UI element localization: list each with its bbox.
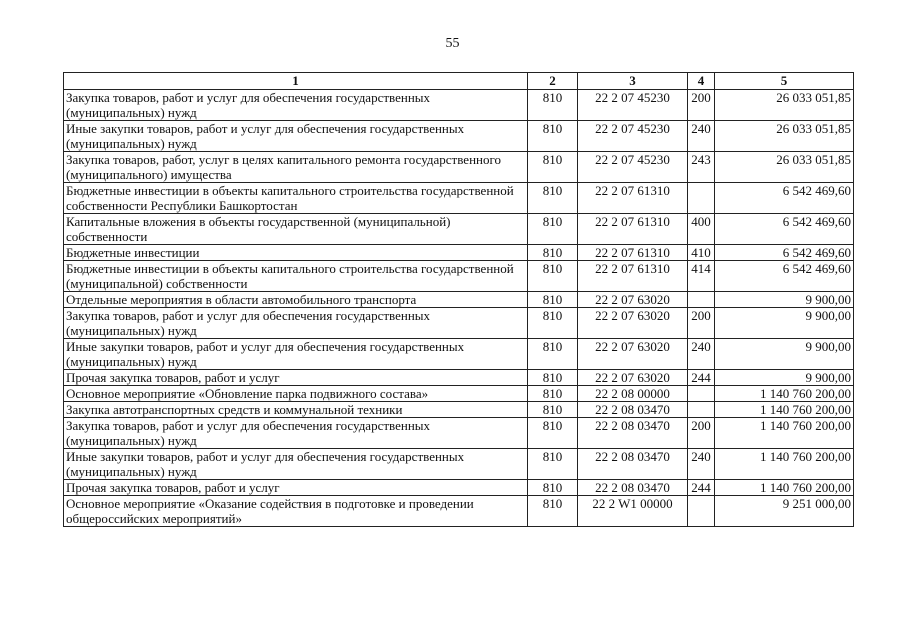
row-type bbox=[688, 292, 715, 308]
row-code: 810 bbox=[528, 261, 578, 292]
row-type: 240 bbox=[688, 339, 715, 370]
table-row bbox=[64, 370, 854, 386]
row-code: 810 bbox=[528, 496, 578, 527]
row-code: 810 bbox=[528, 90, 578, 121]
row-name: Закупка товаров, работ и услуг для обеспечения государственных (муниципальных) нужд bbox=[64, 90, 528, 121]
row-amount: 1 140 760 200,00 bbox=[715, 480, 854, 496]
row-article: 22 2 07 45230 bbox=[578, 90, 688, 121]
row-article: 22 2 08 03470 bbox=[578, 480, 688, 496]
row-type: 200 bbox=[688, 418, 715, 449]
row-article: 22 2 07 63020 bbox=[578, 339, 688, 370]
table-row bbox=[64, 261, 854, 292]
row-amount: 1 140 760 200,00 bbox=[715, 386, 854, 402]
row-amount: 6 542 469,60 bbox=[715, 183, 854, 214]
row-name: Иные закупки товаров, работ и услуг для обеспечения государственных (муниципальных) нужд bbox=[64, 339, 528, 370]
table-row bbox=[64, 292, 854, 308]
row-name: Закупка товаров, работ, услуг в целях капитального ремонта государственного (муниципального) имущества bbox=[64, 152, 528, 183]
header-col-4: 4 bbox=[688, 73, 715, 90]
row-amount: 9 900,00 bbox=[715, 308, 854, 339]
row-code: 810 bbox=[528, 386, 578, 402]
row-code: 810 bbox=[528, 418, 578, 449]
row-code: 810 bbox=[528, 183, 578, 214]
row-code: 810 bbox=[528, 308, 578, 339]
row-amount: 9 251 000,00 bbox=[715, 496, 854, 527]
row-amount: 6 542 469,60 bbox=[715, 245, 854, 261]
row-article: 22 2 07 61310 bbox=[578, 245, 688, 261]
row-article: 22 2 07 63020 bbox=[578, 308, 688, 339]
header-col-1: 1 bbox=[64, 73, 528, 90]
row-code: 810 bbox=[528, 339, 578, 370]
header-col-2: 2 bbox=[528, 73, 578, 90]
table-row bbox=[64, 121, 854, 152]
row-article: 22 2 08 03470 bbox=[578, 402, 688, 418]
table-row bbox=[64, 152, 854, 183]
row-article: 22 2 08 00000 bbox=[578, 386, 688, 402]
row-code: 810 bbox=[528, 214, 578, 245]
row-type: 200 bbox=[688, 90, 715, 121]
table-row bbox=[64, 418, 854, 449]
row-name: Бюджетные инвестиции в объекты капитального строительства государственной собственности Республики Башкортостан bbox=[64, 183, 528, 214]
row-type: 244 bbox=[688, 370, 715, 386]
row-article: 22 2 08 03470 bbox=[578, 449, 688, 480]
row-type bbox=[688, 183, 715, 214]
row-name: Основное мероприятие «Обновление парка подвижного состава» bbox=[64, 386, 528, 402]
table-row bbox=[64, 214, 854, 245]
table-row bbox=[64, 308, 854, 339]
row-amount: 1 140 760 200,00 bbox=[715, 449, 854, 480]
row-article: 22 2 07 63020 bbox=[578, 370, 688, 386]
table-row bbox=[64, 90, 854, 121]
row-article: 22 2 08 03470 bbox=[578, 418, 688, 449]
row-article: 22 2 W1 00000 bbox=[578, 496, 688, 527]
row-amount: 26 033 051,85 bbox=[715, 90, 854, 121]
row-name: Закупка товаров, работ и услуг для обеспечения государственных (муниципальных) нужд bbox=[64, 308, 528, 339]
row-type bbox=[688, 386, 715, 402]
row-type bbox=[688, 496, 715, 527]
row-name: Бюджетные инвестиции в объекты капитального строительства государственной (муниципальной) собственности bbox=[64, 261, 528, 292]
table-row bbox=[64, 339, 854, 370]
row-article: 22 2 07 45230 bbox=[578, 152, 688, 183]
row-name: Капитальные вложения в объекты государственной (муниципальной) собственности bbox=[64, 214, 528, 245]
row-type: 400 bbox=[688, 214, 715, 245]
row-type: 244 bbox=[688, 480, 715, 496]
row-name: Иные закупки товаров, работ и услуг для обеспечения государственных (муниципальных) нужд bbox=[64, 121, 528, 152]
row-amount: 1 140 760 200,00 bbox=[715, 418, 854, 449]
row-code: 810 bbox=[528, 121, 578, 152]
row-amount: 6 542 469,60 bbox=[715, 261, 854, 292]
row-name: Бюджетные инвестиции bbox=[64, 245, 528, 261]
table-row bbox=[64, 386, 854, 402]
row-code: 810 bbox=[528, 480, 578, 496]
row-type: 240 bbox=[688, 449, 715, 480]
row-code: 810 bbox=[528, 449, 578, 480]
row-amount: 26 033 051,85 bbox=[715, 121, 854, 152]
table-row bbox=[64, 402, 854, 418]
row-amount: 6 542 469,60 bbox=[715, 214, 854, 245]
table-body bbox=[64, 90, 854, 527]
row-type: 200 bbox=[688, 308, 715, 339]
row-article: 22 2 07 45230 bbox=[578, 121, 688, 152]
row-code: 810 bbox=[528, 245, 578, 261]
row-name: Отдельные мероприятия в области автомобильного транспорта bbox=[64, 292, 528, 308]
row-name: Прочая закупка товаров, работ и услуг bbox=[64, 370, 528, 386]
row-amount: 9 900,00 bbox=[715, 339, 854, 370]
table-header-row bbox=[64, 73, 854, 90]
row-type: 243 bbox=[688, 152, 715, 183]
row-article: 22 2 07 61310 bbox=[578, 214, 688, 245]
row-name: Прочая закупка товаров, работ и услуг bbox=[64, 480, 528, 496]
row-amount: 9 900,00 bbox=[715, 370, 854, 386]
row-code: 810 bbox=[528, 370, 578, 386]
row-name: Закупка товаров, работ и услуг для обеспечения государственных (муниципальных) нужд bbox=[64, 418, 528, 449]
table-row bbox=[64, 480, 854, 496]
row-article: 22 2 07 61310 bbox=[578, 261, 688, 292]
header-col-5: 5 bbox=[715, 73, 854, 90]
row-name: Основное мероприятие «Оказание содействия в подготовке и проведении общероссийских мероприятий» bbox=[64, 496, 528, 527]
row-code: 810 bbox=[528, 152, 578, 183]
row-amount: 9 900,00 bbox=[715, 292, 854, 308]
table-row bbox=[64, 245, 854, 261]
row-amount: 1 140 760 200,00 bbox=[715, 402, 854, 418]
row-name: Иные закупки товаров, работ и услуг для обеспечения государственных (муниципальных) нужд bbox=[64, 449, 528, 480]
row-code: 810 bbox=[528, 292, 578, 308]
table-row bbox=[64, 183, 854, 214]
row-article: 22 2 07 61310 bbox=[578, 183, 688, 214]
row-type bbox=[688, 402, 715, 418]
row-code: 810 bbox=[528, 402, 578, 418]
page-number: 55 bbox=[445, 36, 460, 51]
row-name: Закупка автотранспортных средств и коммунальной техники bbox=[64, 402, 528, 418]
row-amount: 26 033 051,85 bbox=[715, 152, 854, 183]
row-article: 22 2 07 63020 bbox=[578, 292, 688, 308]
table-row bbox=[64, 449, 854, 480]
row-type: 414 bbox=[688, 261, 715, 292]
row-type: 410 bbox=[688, 245, 715, 261]
table-row bbox=[64, 496, 854, 527]
header-col-3: 3 bbox=[578, 73, 688, 90]
row-type: 240 bbox=[688, 121, 715, 152]
budget-table bbox=[63, 72, 854, 527]
